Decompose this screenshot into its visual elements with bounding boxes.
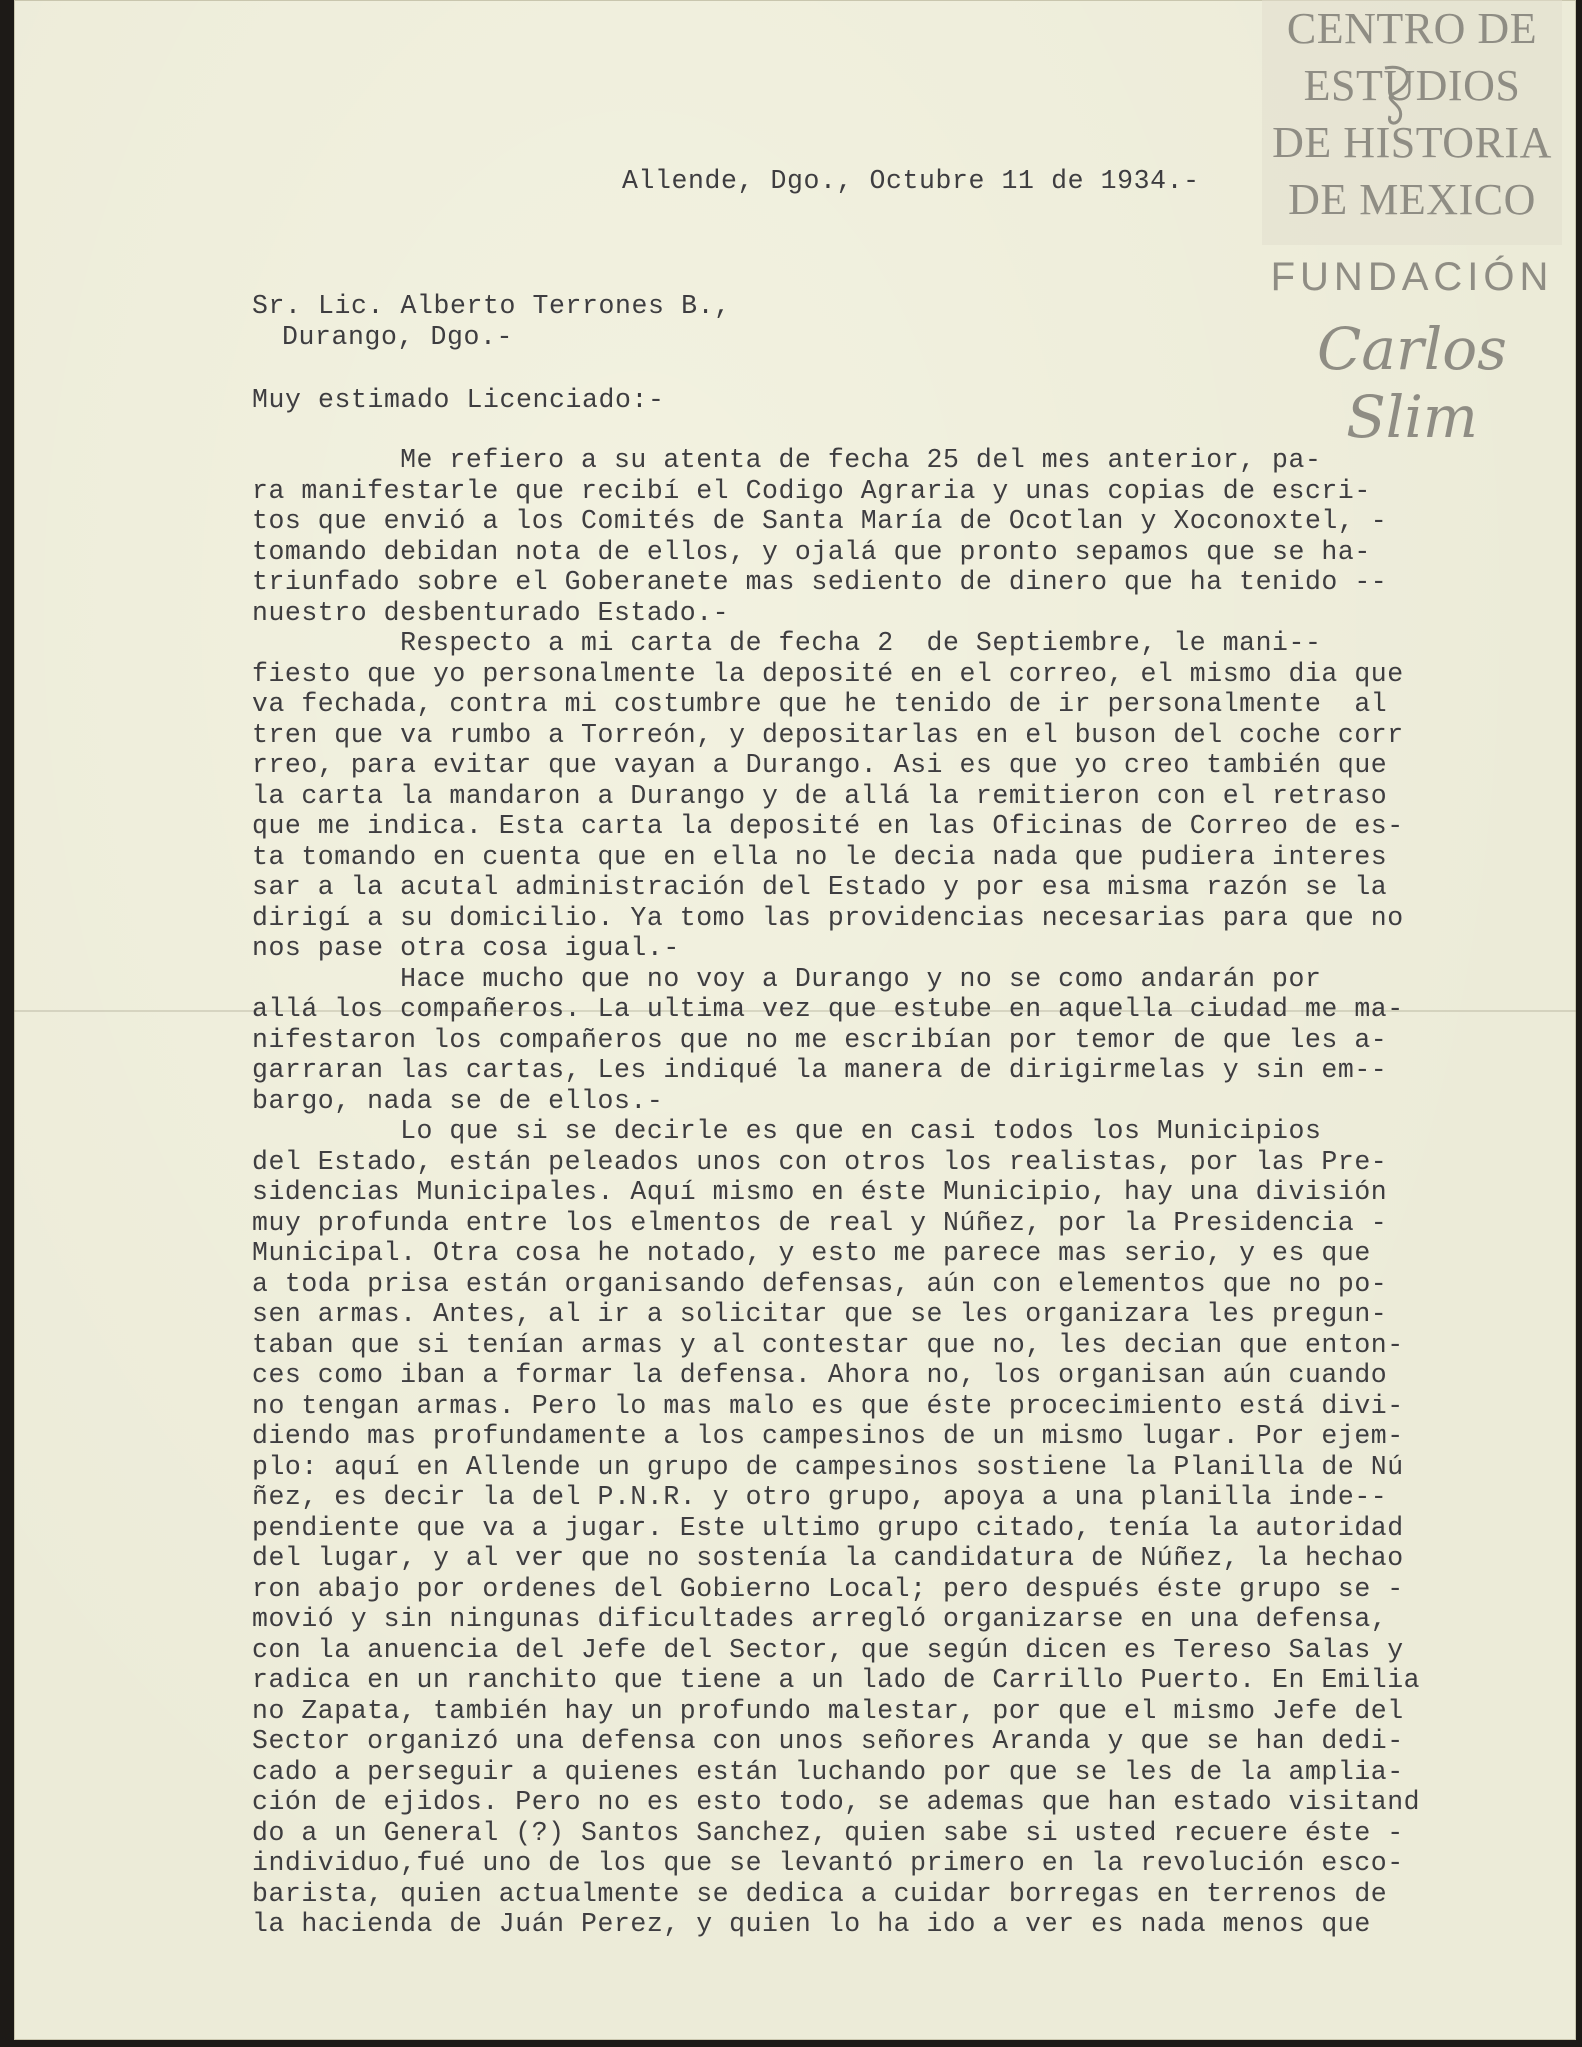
body-line: Respecto a mi carta de fecha 2 de Septiembre, le mani-- bbox=[252, 628, 1322, 658]
body-line: tos que envió a los Comités de Santa María de Ocotlan y Xoconoxtel, - bbox=[252, 506, 1388, 536]
body-line: Me refiero a su atenta de fecha 25 del mes anterior, pa- bbox=[252, 445, 1322, 475]
body-line: que me indica. Esta carta la deposité en las Oficinas de Correo de es- bbox=[252, 811, 1404, 841]
stamp-line-2: ESTUDIOS bbox=[1303, 61, 1521, 110]
body-line: con la anuencia del Jefe del Sector, que según dicen es Tereso Salas y bbox=[252, 1634, 1404, 1665]
body-line: muy profunda entre los elmentos de real y Núñez, por la Presidencia - bbox=[252, 1207, 1388, 1238]
stamp-flourish-icon bbox=[1365, 58, 1425, 128]
body-line: individuo,fué uno de los que se levantó primero en la revolución esco- bbox=[252, 1848, 1404, 1878]
body-line: cado a perseguir a quienes están luchando por que se les de la amplia- bbox=[252, 1756, 1404, 1787]
body-line: pendiente que va a jugar. Este ultimo grupo citado, tenía la autoridad bbox=[252, 1512, 1404, 1543]
body-line: la hacienda de Juán Perez, y quien lo ha ido a ver es nada menos que bbox=[252, 1909, 1371, 1939]
letter-body bbox=[252, 445, 1552, 1940]
stamp-line-4: DE MEXICO bbox=[1288, 175, 1536, 224]
body-line: ra manifestarle que recibí el Codigo Agraria y unas copias de escri- bbox=[252, 475, 1371, 506]
body-line: del lugar, y al ver que no sostenía la candidatura de Núñez, la hechao bbox=[252, 1543, 1404, 1573]
body-line: va fechada, contra mi costumbre que he tenido de ir personalmente al bbox=[252, 689, 1388, 719]
stamp-line-1: CENTRO DE bbox=[1286, 4, 1538, 53]
foundation-label: FUNDACIÓN bbox=[1270, 255, 1554, 299]
body-line: allá los compañeros. La ultima vez que estube en aquella ciudad me ma- bbox=[252, 994, 1404, 1024]
body-line: nuestro desbenturado Estado.- bbox=[252, 597, 730, 628]
body-line: radica en un ranchito que tiene a un lado de Carrillo Puerto. En Emilia bbox=[252, 1665, 1421, 1695]
body-line: Hace mucho que no voy a Durango y no se como andarán por bbox=[252, 963, 1322, 994]
body-line: movió y sin ningunas dificultades arregló organizarse en una defensa, bbox=[252, 1604, 1388, 1634]
body-line: ron abajo por ordenes del Gobierno Local; pero después éste grupo se - bbox=[252, 1573, 1404, 1604]
body-line: dirigí a su domicilio. Ya tomo las providencias necesarias para que no bbox=[252, 902, 1404, 933]
salutation: Muy estimado Licenciado:- bbox=[252, 385, 665, 415]
body-line: rreo, para evitar que vayan a Durango. Asi es que yo creo también que bbox=[252, 750, 1388, 780]
body-line: ción de ejidos. Pero no es esto todo, se ademas que han estado visitand bbox=[252, 1787, 1421, 1817]
body-line: tomando debidan nota de ellos, y ojalá que pronto sepamos que se ha- bbox=[252, 536, 1371, 567]
body-line: ta tomando en cuenta que en ella no le decia nada que pudiera interes bbox=[252, 841, 1388, 872]
body-line: Municipal. Otra cosa he notado, y esto me parece mas serio, y es que bbox=[252, 1238, 1371, 1268]
body-line: barista, quien actualmente se dedica a cuidar borregas en terrenos de bbox=[252, 1878, 1388, 1909]
body-line: no tengan armas. Pero lo mas malo es que éste procecimiento está divi- bbox=[252, 1390, 1404, 1421]
body-line: tren que va rumbo a Torreón, y depositarlas en el buson del coche corr bbox=[252, 719, 1404, 750]
body-line: nifestaron los compañeros que no me escribían por temor de que les a- bbox=[252, 1024, 1388, 1055]
stamp-line-3: DE HISTORIA bbox=[1272, 118, 1552, 167]
body-line: do a un General (?) Santos Sanchez, quien sabe si usted recuere éste - bbox=[252, 1817, 1404, 1848]
foundation-signature: Carlos Slim bbox=[1317, 315, 1507, 451]
body-line: fiesto que yo personalmente la deposité en el correo, el mismo dia que bbox=[252, 658, 1404, 689]
body-line: sidencias Municipales. Aquí mismo en éste Municipio, hay una división bbox=[252, 1177, 1388, 1207]
letter-dateline: Allende, Dgo., Octubre 11 de 1934.- bbox=[622, 166, 1200, 196]
body-line: Sector organizó una defensa con unos señores Aranda y que se han dedi- bbox=[252, 1726, 1404, 1756]
recipient-city: Durango, Dgo.- bbox=[282, 322, 514, 352]
body-line: sar a la acutal administración del Estado y por esa misma razón se la bbox=[252, 872, 1388, 902]
body-line: plo: aquí en Allende un grupo de campesinos sostiene la Planilla de Nú bbox=[252, 1451, 1404, 1482]
body-line: nos pase otra cosa igual.- bbox=[252, 933, 680, 963]
body-line: taban que si tenían armas y al contestar que no, les decian que enton- bbox=[252, 1329, 1404, 1360]
body-line: a toda prisa están organisando defensas, aún con elementos que no po- bbox=[252, 1268, 1388, 1299]
body-line: bargo, nada se de ellos.- bbox=[252, 1085, 664, 1116]
body-line: Lo que si se decirle es que en casi todos los Municipios bbox=[252, 1116, 1322, 1146]
body-line: sen armas. Antes, al ir a solicitar que se les organizara les pregun- bbox=[252, 1299, 1388, 1329]
body-line: diendo mas profundamente a los campesinos de un mismo lugar. Por ejem- bbox=[252, 1421, 1404, 1451]
body-line: no Zapata, también hay un profundo malestar, por que el mismo Jefe del bbox=[252, 1695, 1404, 1726]
recipient-name: Sr. Lic. Alberto Terrones B., bbox=[252, 291, 731, 321]
body-line: garraran las cartas, Les indiqué la manera de dirigirmelas y sin em-- bbox=[252, 1055, 1388, 1085]
body-line: ces como iban a formar la defensa. Ahora no, los organisan aún cuando bbox=[252, 1360, 1388, 1390]
body-line: la carta la mandaron a Durango y de allá la remitieron con el retraso bbox=[252, 780, 1388, 811]
body-line: ñez, es decir la del P.N.R. y otro grupo, apoya a una planilla inde-- bbox=[252, 1482, 1388, 1512]
body-line: triunfado sobre el Goberanete mas sediento de dinero que ha tenido -- bbox=[252, 567, 1388, 597]
body-line: del Estado, están peleados unos con otros los realistas, por las Pre- bbox=[252, 1146, 1388, 1177]
